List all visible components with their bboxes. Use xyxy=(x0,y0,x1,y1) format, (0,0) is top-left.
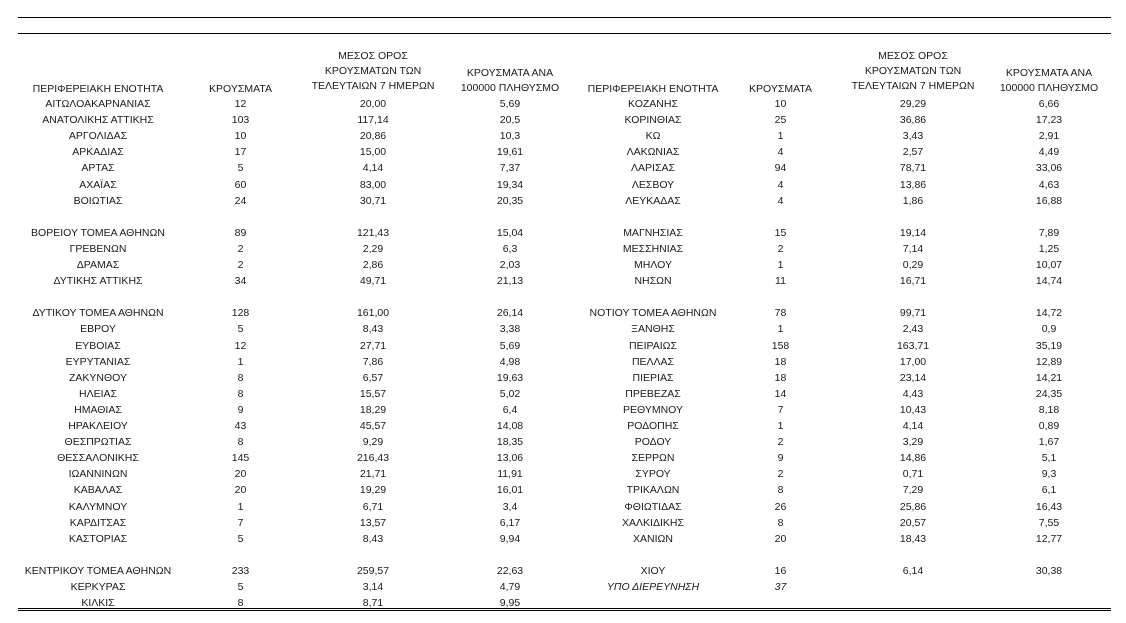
right-avg-cell: 0,29 xyxy=(902,259,924,271)
right-region-cell: ΣΥΡΟΥ xyxy=(635,468,671,481)
left-avg-cell: 21,71 xyxy=(359,468,387,481)
left-region-cell: ΚΕΡΚΥΡΑΣ xyxy=(70,581,126,593)
left-region-cell: ΔΥΤΙΚΟΥ ΤΟΜΕΑ ΑΘΗΝΩΝ xyxy=(32,307,164,320)
left-cases-cell: 5 xyxy=(237,581,244,593)
left-per100k-cell: 9,94 xyxy=(499,532,521,545)
left-avg-cell: 8,43 xyxy=(362,532,384,545)
left-avg-cell: 7,86 xyxy=(362,355,384,368)
left-avg-cell: 117,14 xyxy=(357,114,389,127)
right-avg-cell: 7,14 xyxy=(902,242,924,255)
left-cases-cell: 8 xyxy=(237,436,244,449)
left-cases-cell: 5 xyxy=(237,532,244,545)
left-avg-cell: 30,71 xyxy=(359,194,387,207)
right-cases-cell: 18 xyxy=(774,355,787,368)
left-cases-cell: 2 xyxy=(237,259,244,271)
left-region-cell: ΘΕΣΣΑΛΟΝΙΚΗΣ xyxy=(57,452,139,465)
left-region-cell: ΗΡΑΚΛΕΙΟΥ xyxy=(68,420,128,432)
left-region-cell: ΑΧΑΪΑΣ xyxy=(79,178,117,191)
right-cases-cell: 94 xyxy=(774,162,787,175)
left-avg-cell: 8,43 xyxy=(362,323,384,336)
header-avg-line: ΜΕΣΟΣ ΟΡΟΣ xyxy=(338,50,408,62)
right-per100k-cell: 0,89 xyxy=(1038,420,1060,432)
left-region-cell: ΔΥΤΙΚΗΣ ΑΤΤΙΚΗΣ xyxy=(53,275,143,288)
right-cases-cell: 158 xyxy=(771,339,790,352)
right-region-cell: ΡΟΔΟΥ xyxy=(634,436,672,449)
right-cases-cell: 4 xyxy=(777,178,784,191)
left-per100k-cell: 10,3 xyxy=(499,130,521,143)
right-avg-cell: 14,86 xyxy=(899,452,927,465)
right-avg-cell: 18,43 xyxy=(899,532,927,545)
right-avg-cell: 99,71 xyxy=(899,307,927,320)
left-avg-cell: 13,57 xyxy=(359,516,387,529)
left-per100k-cell: 5,02 xyxy=(499,387,521,400)
header-region-left: ΠΕΡΙΦΕΡΕΙΑΚΗ ΕΝΟΤΗΤΑ xyxy=(32,83,164,95)
right-avg-cell: 23,14 xyxy=(899,371,927,384)
right-per100k-cell: 7,89 xyxy=(1038,226,1060,239)
right-cases-cell: 26 xyxy=(774,500,787,513)
left-region-cell: ΖΑΚΥΝΘΟΥ xyxy=(68,371,127,384)
right-region-cell: ΥΠΟ ΔΙΕΡΕΥΝΗΣΗ xyxy=(606,581,700,593)
header-avg-line: ΜΕΣΟΣ ΟΡΟΣ xyxy=(878,50,948,62)
bottom-rule-2 xyxy=(18,610,1111,611)
right-per100k-cell: 16,88 xyxy=(1035,194,1063,207)
right-region-cell: ΚΟΡΙΝΘΙΑΣ xyxy=(624,114,682,127)
left-avg-cell: 19,29 xyxy=(359,484,387,497)
left-avg-cell: 2,29 xyxy=(362,242,384,255)
left-avg-cell: 27,71 xyxy=(359,339,387,352)
right-avg-cell: 1,86 xyxy=(902,194,924,207)
left-region-cell: ΑΝΑΤΟΛΙΚΗΣ ΑΤΤΙΚΗΣ xyxy=(42,114,154,127)
left-region-cell: ΑΡΓΟΛΙΔΑΣ xyxy=(68,130,128,143)
left-per100k-cell: 3,38 xyxy=(499,323,521,336)
left-per100k-cell: 5,69 xyxy=(499,339,521,352)
left-per100k-cell: 20,5 xyxy=(499,114,521,127)
left-per100k-cell: 19,63 xyxy=(496,371,524,384)
right-per100k-cell: 12,89 xyxy=(1035,355,1063,368)
left-avg-cell: 45,57 xyxy=(359,420,387,432)
right-cases-cell: 1 xyxy=(777,130,784,143)
header-per100k-line: ΚΡΟΥΣΜΑΤΑ ΑΝΑ xyxy=(1005,67,1093,79)
right-region-cell: ΛΕΥΚΑΔΑΣ xyxy=(625,194,681,207)
left-region-cell: ΑΡΤΑΣ xyxy=(81,162,115,175)
right-cases-cell: 1 xyxy=(777,323,784,336)
right-per100k-cell: 4,63 xyxy=(1038,178,1060,191)
right-region-cell: ΝΗΣΩΝ xyxy=(634,275,672,288)
right-avg-cell: 2,43 xyxy=(902,323,924,336)
header-avg-line: ΤΕΛΕΥΤΑΙΩΝ 7 ΗΜΕΡΩΝ xyxy=(311,80,435,92)
left-per100k-cell: 2,03 xyxy=(499,259,521,271)
left-region-cell: ΚΑΡΔΙΤΣΑΣ xyxy=(69,516,127,529)
right-per100k-cell: 1,67 xyxy=(1038,436,1060,449)
right-avg-cell: 19,14 xyxy=(899,226,927,239)
right-region-cell: ΧΑΛΚΙΔΙΚΗΣ xyxy=(622,516,684,529)
right-per100k-cell: 1,25 xyxy=(1038,242,1060,255)
left-cases-cell: 2 xyxy=(237,242,244,255)
left-region-cell: ΕΥΒΟΙΑΣ xyxy=(75,339,121,352)
right-avg-cell: 7,29 xyxy=(902,484,924,497)
header-avg-left xyxy=(308,50,438,92)
left-per100k-cell: 6,3 xyxy=(502,242,518,255)
right-cases-cell: 16 xyxy=(774,564,787,577)
left-per100k-cell: 18,35 xyxy=(496,436,524,449)
left-region-cell: ΙΩΑΝΝΙΝΩΝ xyxy=(68,468,128,481)
right-region-cell: ΛΕΣΒΟΥ xyxy=(631,178,675,191)
right-avg-cell: 78,71 xyxy=(899,162,927,175)
right-cases-cell: 4 xyxy=(777,194,784,207)
right-region-cell: ΧΑΝΙΩΝ xyxy=(633,532,673,545)
right-per100k-cell: 33,06 xyxy=(1035,162,1063,175)
right-region-cell: ΡΟΔΟΠΗΣ xyxy=(627,420,679,432)
left-region-cell: ΘΕΣΠΡΩΤΙΑΣ xyxy=(64,436,132,449)
right-per100k-cell: 2,91 xyxy=(1038,130,1060,143)
left-avg-cell: 83,00 xyxy=(359,178,387,191)
left-cases-cell: 145 xyxy=(231,452,250,465)
right-region-cell: ΜΗΛΟΥ xyxy=(634,259,672,271)
left-region-cell: ΕΥΡΥΤΑΝΙΑΣ xyxy=(65,355,131,368)
left-avg-cell: 6,71 xyxy=(362,500,384,513)
left-region-cell: ΗΛΕΙΑΣ xyxy=(78,387,117,400)
left-cases-cell: 8 xyxy=(237,597,244,610)
left-avg-cell: 259,57 xyxy=(356,564,390,577)
top-rule-1 xyxy=(18,17,1111,18)
right-cases-cell: 14 xyxy=(774,387,787,400)
right-per100k-cell: 8,18 xyxy=(1038,403,1060,416)
right-cases-cell: 20 xyxy=(774,532,787,545)
left-per100k-cell: 6,17 xyxy=(499,516,521,529)
left-per100k-cell: 16,01 xyxy=(496,484,524,497)
left-cases-cell: 1 xyxy=(237,355,244,368)
left-cases-cell: 43 xyxy=(234,420,247,432)
left-per100k-cell: 22,63 xyxy=(496,564,524,577)
right-per100k-cell: 30,38 xyxy=(1035,564,1063,577)
left-cases-cell: 89 xyxy=(234,226,247,239)
right-cases-cell: 1 xyxy=(777,420,784,432)
left-region-cell: ΓΡΕΒΕΝΩΝ xyxy=(69,242,127,255)
right-cases-cell: 2 xyxy=(777,468,784,481)
header-per100k-left xyxy=(450,67,570,94)
left-avg-cell: 216,43 xyxy=(356,452,390,465)
header-region-right: ΠΕΡΙΦΕΡΕΙΑΚΗ ΕΝΟΤΗΤΑ xyxy=(587,83,719,95)
left-region-cell: ΚΑΣΤΟΡΙΑΣ xyxy=(68,532,128,545)
right-per100k-cell: 17,23 xyxy=(1035,114,1063,127)
bottom-rule-1 xyxy=(18,608,1111,609)
left-per100k-cell: 3,4 xyxy=(502,500,518,513)
right-region-cell: ΣΕΡΡΩΝ xyxy=(631,452,675,465)
right-avg-cell: 10,43 xyxy=(899,403,927,416)
left-region-cell: ΚΕΝΤΡΙΚΟΥ ΤΟΜΕΑ ΑΘΗΝΩΝ xyxy=(24,564,172,577)
right-region-cell: ΜΕΣΣΗΝΙΑΣ xyxy=(622,242,684,255)
right-region-cell: ΤΡΙΚΑΛΩΝ xyxy=(626,484,680,497)
left-cases-cell: 24 xyxy=(234,194,247,207)
right-region-cell: ΜΑΓΝΗΣΙΑΣ xyxy=(623,226,683,239)
right-region-cell: ΠΡΕΒΕΖΑΣ xyxy=(625,387,681,400)
left-avg-cell: 20,00 xyxy=(359,98,387,110)
left-avg-cell: 3,14 xyxy=(362,581,384,593)
right-cases-cell: 11 xyxy=(775,275,786,288)
right-cases-cell: 25 xyxy=(774,114,787,127)
right-cases-cell: 2 xyxy=(777,242,784,255)
right-region-cell: ΧΙΟΥ xyxy=(640,564,666,577)
right-cases-cell: 8 xyxy=(777,516,784,529)
header-avg-line: ΚΡΟΥΣΜΑΤΩΝ ΤΩΝ xyxy=(324,65,422,77)
left-cases-cell: 20 xyxy=(234,484,247,497)
left-avg-cell: 6,57 xyxy=(362,371,384,384)
right-per100k-cell: 12,77 xyxy=(1035,532,1063,545)
right-avg-cell: 0,71 xyxy=(902,468,924,481)
left-cases-cell: 1 xyxy=(237,500,244,513)
left-cases-cell: 7 xyxy=(237,516,244,529)
right-per100k-cell: 4,49 xyxy=(1038,146,1060,159)
left-avg-cell: 49,71 xyxy=(359,275,387,288)
left-region-cell: ΒΟΡΕΙΟΥ ΤΟΜΕΑ ΑΘΗΝΩΝ xyxy=(31,226,165,239)
right-per100k-cell: 6,1 xyxy=(1041,484,1057,497)
left-per100k-cell: 14,08 xyxy=(496,420,524,432)
top-rule-2 xyxy=(18,33,1111,34)
right-per100k-cell: 16,43 xyxy=(1035,500,1063,513)
left-per100k-cell: 5,69 xyxy=(499,98,521,110)
right-cases-cell: 15 xyxy=(774,226,787,239)
right-avg-cell: 2,57 xyxy=(902,146,924,159)
left-per100k-cell: 19,34 xyxy=(496,178,524,191)
left-cases-cell: 233 xyxy=(231,564,250,577)
left-per100k-cell: 6,4 xyxy=(502,403,518,416)
left-per100k-cell: 15,04 xyxy=(496,226,524,239)
left-cases-cell: 17 xyxy=(234,146,247,159)
header-per100k-right xyxy=(988,67,1110,94)
left-cases-cell: 128 xyxy=(231,307,250,320)
left-avg-cell: 9,29 xyxy=(362,436,384,449)
right-region-cell: ΠΙΕΡΙΑΣ xyxy=(632,371,674,384)
right-per100k-cell: 10,07 xyxy=(1035,259,1063,271)
left-cases-cell: 103 xyxy=(231,114,250,127)
left-cases-cell: 5 xyxy=(237,323,244,336)
right-per100k-cell: 9,3 xyxy=(1041,468,1057,481)
left-region-cell: ΚΑΛΥΜΝΟΥ xyxy=(68,500,128,513)
right-region-cell: ΚΟΖΑΝΗΣ xyxy=(628,98,678,110)
left-avg-cell: 15,57 xyxy=(359,387,387,400)
right-per100k-cell: 14,74 xyxy=(1035,275,1063,288)
right-per100k-cell: 5,1 xyxy=(1041,452,1057,465)
right-cases-cell: 8 xyxy=(777,484,784,497)
header-per100k-line: 100000 ΠΛΗΘΥΣΜΟ xyxy=(999,82,1099,94)
left-avg-cell: 18,29 xyxy=(359,403,387,416)
left-avg-cell: 2,86 xyxy=(362,259,384,271)
header-cases-right: ΚΡΟΥΣΜΑΤΑ xyxy=(749,83,812,95)
right-avg-cell: 20,57 xyxy=(899,516,927,529)
right-cases-cell: 78 xyxy=(774,307,787,320)
left-region-cell: ΑΙΤΩΛΟΑΚΑΡΝΑΝΙΑΣ xyxy=(45,98,151,110)
right-per100k-cell: 14,21 xyxy=(1035,371,1063,384)
right-avg-cell: 163,71 xyxy=(896,339,930,352)
header-avg-line: ΤΕΛΕΥΤΑΙΩΝ 7 ΗΜΕΡΩΝ xyxy=(851,80,975,92)
left-per100k-cell: 9,95 xyxy=(499,597,521,610)
left-per100k-cell: 4,98 xyxy=(499,355,521,368)
right-cases-cell: 4 xyxy=(777,146,784,159)
right-avg-cell: 4,43 xyxy=(902,387,924,400)
left-cases-cell: 34 xyxy=(234,275,247,288)
right-region-cell: ΛΑΡΙΣΑΣ xyxy=(631,162,675,175)
left-per100k-cell: 26,14 xyxy=(496,307,524,320)
right-avg-cell: 3,43 xyxy=(902,130,924,143)
right-region-cell: ΞΑΝΘΗΣ xyxy=(631,323,675,336)
right-per100k-cell: 14,72 xyxy=(1035,307,1063,320)
left-per100k-cell: 20,35 xyxy=(496,194,524,207)
right-avg-cell: 17,00 xyxy=(899,355,927,368)
left-per100k-cell: 11,91 xyxy=(497,468,523,481)
right-cases-cell: 10 xyxy=(774,98,787,110)
left-per100k-cell: 13,06 xyxy=(496,452,524,465)
left-cases-cell: 20 xyxy=(234,468,247,481)
left-region-cell: ΑΡΚΑΔΙΑΣ xyxy=(72,146,124,159)
left-region-cell: ΗΜΑΘΙΑΣ xyxy=(74,403,122,416)
left-region-cell: ΔΡΑΜΑΣ xyxy=(76,259,120,271)
left-cases-cell: 8 xyxy=(237,371,244,384)
left-avg-cell: 161,00 xyxy=(356,307,390,320)
right-cases-cell: 7 xyxy=(777,403,784,416)
right-per100k-cell: 35,19 xyxy=(1035,339,1063,352)
left-cases-cell: 10 xyxy=(234,130,247,143)
right-avg-cell: 4,14 xyxy=(902,420,924,432)
left-avg-cell: 20,86 xyxy=(359,130,387,143)
right-cases-cell: 18 xyxy=(774,371,787,384)
left-avg-cell: 8,71 xyxy=(362,597,384,610)
left-region-cell: ΒΟΙΩΤΙΑΣ xyxy=(73,194,123,207)
left-cases-cell: 12 xyxy=(234,339,247,352)
left-cases-cell: 12 xyxy=(234,98,247,110)
right-cases-cell: 9 xyxy=(777,452,784,465)
right-avg-cell: 3,29 xyxy=(902,436,924,449)
header-avg-right xyxy=(848,50,978,92)
right-region-cell: ΦΘΙΩΤΙΔΑΣ xyxy=(624,500,682,513)
right-per100k-cell: 7,55 xyxy=(1038,516,1060,529)
right-cases-cell: 2 xyxy=(777,436,784,449)
right-region-cell: ΠΕΛΛΑΣ xyxy=(631,355,675,368)
right-region-cell: ΚΩ xyxy=(645,130,661,143)
left-cases-cell: 5 xyxy=(237,162,244,175)
left-cases-cell: 60 xyxy=(234,178,247,191)
left-per100k-cell: 21,13 xyxy=(496,275,524,288)
left-region-cell: ΚΙΛΚΙΣ xyxy=(81,597,115,610)
left-per100k-cell: 4,79 xyxy=(499,581,521,593)
right-per100k-cell: 6,66 xyxy=(1038,98,1060,110)
right-avg-cell: 16,71 xyxy=(899,275,927,288)
right-avg-cell: 6,14 xyxy=(902,564,924,577)
left-cases-cell: 9 xyxy=(237,403,244,416)
left-region-cell: ΕΒΡΟΥ xyxy=(80,323,116,336)
left-avg-cell: 15,00 xyxy=(359,146,387,159)
right-cases-cell: 37 xyxy=(774,581,787,593)
right-region-cell: ΠΕΙΡΑΙΩΣ xyxy=(629,339,677,352)
header-avg-line: ΚΡΟΥΣΜΑΤΩΝ ΤΩΝ xyxy=(864,65,962,77)
left-avg-cell: 4,14 xyxy=(362,162,384,175)
left-avg-cell: 121,43 xyxy=(356,226,390,239)
right-avg-cell: 25,86 xyxy=(899,500,927,513)
header-per100k-line: 100000 ΠΛΗΘΥΣΜΟ xyxy=(460,82,560,94)
header-per100k-line: ΚΡΟΥΣΜΑΤΑ ΑΝΑ xyxy=(466,67,554,79)
left-region-cell: ΚΑΒΑΛΑΣ xyxy=(73,484,123,497)
right-per100k-cell: 0,9 xyxy=(1041,323,1057,336)
right-cases-cell: 1 xyxy=(777,259,784,271)
right-avg-cell: 36,86 xyxy=(899,114,927,127)
right-region-cell: ΡΕΘΥΜΝΟΥ xyxy=(622,403,683,416)
header-cases-left: ΚΡΟΥΣΜΑΤΑ xyxy=(209,83,272,95)
right-region-cell: ΝΟΤΙΟΥ ΤΟΜΕΑ ΑΘΗΝΩΝ xyxy=(589,307,717,320)
right-avg-cell: 13,86 xyxy=(899,178,927,191)
right-per100k-cell: 24,35 xyxy=(1035,387,1063,400)
right-region-cell: ΛΑΚΩΝΙΑΣ xyxy=(626,146,680,159)
left-cases-cell: 8 xyxy=(237,387,244,400)
left-per100k-cell: 7,37 xyxy=(499,162,521,175)
right-avg-cell: 29,29 xyxy=(899,98,927,110)
left-per100k-cell: 19,61 xyxy=(496,146,524,159)
